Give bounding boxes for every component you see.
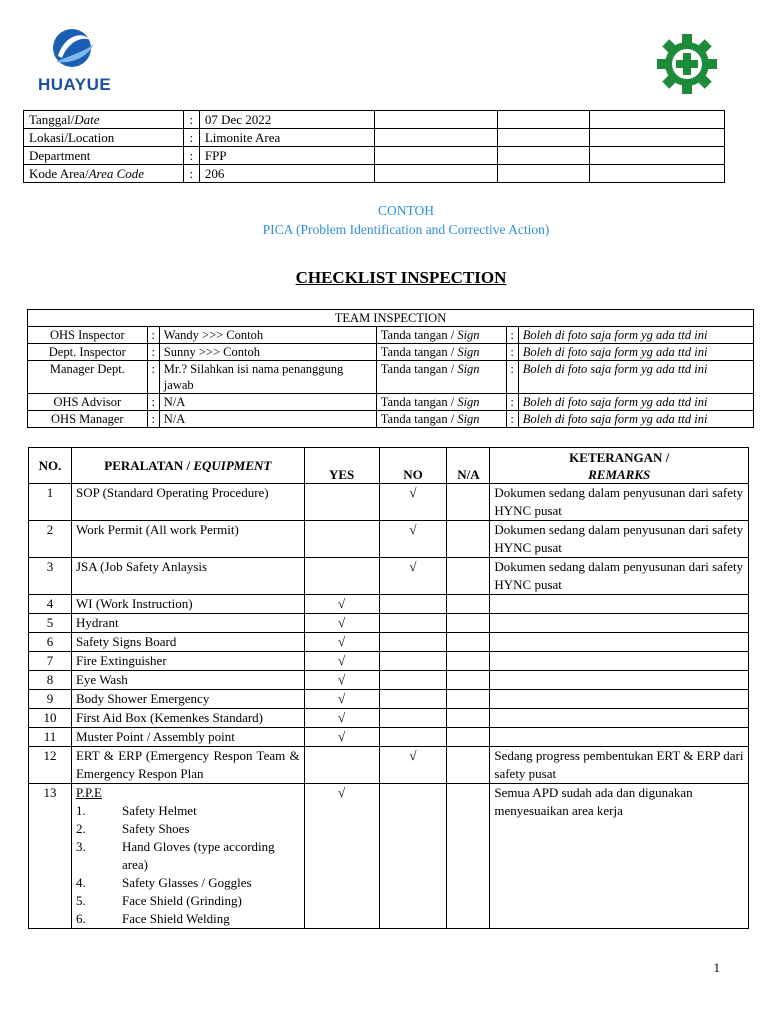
row-item: Safety Signs Board xyxy=(71,633,304,652)
row-yes xyxy=(304,484,379,521)
team-row xyxy=(28,344,754,361)
row-yes xyxy=(304,558,379,595)
row-no-mark xyxy=(379,690,447,709)
table-row xyxy=(29,728,749,747)
table-row xyxy=(29,614,749,633)
row-no-mark xyxy=(379,652,447,671)
sign-label: Tanda tangan / Sign xyxy=(376,411,506,428)
row-no-mark xyxy=(379,671,447,690)
row-na xyxy=(447,784,490,929)
team-role: Manager Dept. xyxy=(28,361,148,394)
table-row-ppe xyxy=(29,784,749,929)
ppe-item: 5. Face Shield (Grinding) xyxy=(75,893,242,908)
ppe-item: 2. Safety Shoes xyxy=(75,821,190,836)
row-item: SOP (Standard Operating Procedure) xyxy=(71,484,304,521)
table-row xyxy=(29,747,749,784)
table-row xyxy=(29,521,749,558)
row-no: 9 xyxy=(29,690,72,709)
row-yes: √ xyxy=(304,595,379,614)
team-role: OHS Inspector xyxy=(28,327,148,344)
team-remark: Boleh di foto saja form yg ada ttd ini xyxy=(518,327,753,344)
info-row-date xyxy=(24,111,725,129)
info-value: FPP xyxy=(199,147,374,165)
row-no: 13 xyxy=(29,784,72,929)
info-value: Limonite Area xyxy=(199,129,374,147)
row-remarks xyxy=(490,595,749,614)
header-yes: YES xyxy=(304,448,379,484)
row-yes: √ xyxy=(304,728,379,747)
row-no-mark: √ xyxy=(379,484,447,521)
row-remarks xyxy=(490,633,749,652)
row-remarks xyxy=(490,652,749,671)
row-na xyxy=(447,671,490,690)
row-no: 8 xyxy=(29,671,72,690)
row-yes: √ xyxy=(304,709,379,728)
huayue-logo-icon xyxy=(38,26,108,72)
row-yes: √ xyxy=(304,652,379,671)
colon: : xyxy=(506,344,518,361)
team-name: N/A xyxy=(159,411,376,428)
row-na xyxy=(447,521,490,558)
row-na xyxy=(447,595,490,614)
row-item: WI (Work Instruction) xyxy=(71,595,304,614)
row-item: Work Permit (All work Permit) xyxy=(71,521,304,558)
row-item: JSA (Job Safety Anlaysis xyxy=(71,558,304,595)
page-number: 1 xyxy=(713,960,720,975)
row-na xyxy=(447,709,490,728)
row-na xyxy=(447,690,490,709)
row-no: 11 xyxy=(29,728,72,747)
checklist-header-row xyxy=(29,448,749,484)
table-row xyxy=(29,558,749,595)
colon: : xyxy=(183,165,199,183)
table-row xyxy=(29,595,749,614)
team-name: Mr.? Silahkan isi nama penanggung jawab xyxy=(159,361,376,394)
team-remark: Boleh di foto saja form yg ada ttd ini xyxy=(518,394,753,411)
row-na xyxy=(447,558,490,595)
colon: : xyxy=(147,394,159,411)
row-no-mark xyxy=(379,709,447,728)
row-remarks: Dokumen sedang dalam penyusunan dari safety HYNC pusat xyxy=(490,521,749,558)
row-no: 3 xyxy=(29,558,72,595)
row-na xyxy=(447,614,490,633)
row-no: 6 xyxy=(29,633,72,652)
team-row xyxy=(28,411,754,428)
team-row xyxy=(28,361,754,394)
sign-label: Tanda tangan / Sign xyxy=(376,361,506,394)
team-row xyxy=(28,327,754,344)
table-row xyxy=(29,652,749,671)
table-row xyxy=(29,484,749,521)
row-yes xyxy=(304,747,379,784)
team-inspection-table xyxy=(27,309,754,428)
colon: : xyxy=(183,129,199,147)
row-remarks: Semua APD sudah ada dan digunakan menyesuaikan area kerja xyxy=(490,784,749,929)
row-na xyxy=(447,747,490,784)
checklist-title: CHECKLIST INSPECTION xyxy=(295,268,507,287)
row-na xyxy=(447,633,490,652)
header-equipment: PERALATAN / EQUIPMENT xyxy=(71,448,304,484)
row-na xyxy=(447,652,490,671)
row-item: Muster Point / Assembly point xyxy=(71,728,304,747)
row-yes: √ xyxy=(304,690,379,709)
row-no: 4 xyxy=(29,595,72,614)
row-item: Body Shower Emergency xyxy=(71,690,304,709)
info-label: Lokasi/Location xyxy=(24,129,184,147)
info-table xyxy=(23,110,725,183)
header-remarks: KETERANGAN / REMARKS xyxy=(490,448,749,484)
colon: : xyxy=(183,111,199,129)
team-title: TEAM INSPECTION xyxy=(28,310,754,327)
team-remark: Boleh di foto saja form yg ada ttd ini xyxy=(518,344,753,361)
row-item-ppe xyxy=(71,784,304,929)
colon: : xyxy=(183,147,199,165)
row-item: Fire Extinguisher xyxy=(71,652,304,671)
row-item: First Aid Box (Kemenkes Standard) xyxy=(71,709,304,728)
row-remarks xyxy=(490,690,749,709)
table-row xyxy=(29,633,749,652)
table-row xyxy=(29,690,749,709)
table-row xyxy=(29,709,749,728)
team-row xyxy=(28,394,754,411)
row-no: 12 xyxy=(29,747,72,784)
ppe-item: 4. Safety Glasses / Goggles xyxy=(75,875,252,890)
row-remarks xyxy=(490,709,749,728)
row-no: 10 xyxy=(29,709,72,728)
row-remarks xyxy=(490,614,749,633)
colon: : xyxy=(147,411,159,428)
sign-label: Tanda tangan / Sign xyxy=(376,327,506,344)
info-value: 206 xyxy=(199,165,374,183)
row-no-mark xyxy=(379,614,447,633)
row-remarks: Sedang progress pembentukan ERT & ERP dari safety pusat xyxy=(490,747,749,784)
ppe-item: 6. Face Shield Welding xyxy=(75,911,230,926)
safety-cross-gear-icon xyxy=(656,33,718,95)
team-role: OHS Advisor xyxy=(28,394,148,411)
safety-gear-logo xyxy=(656,33,718,95)
team-remark: Boleh di foto saja form yg ada ttd ini xyxy=(518,411,753,428)
row-yes xyxy=(304,521,379,558)
info-label: Department xyxy=(24,147,184,165)
huayue-logo-text: HUAYUE xyxy=(38,75,112,94)
row-remarks xyxy=(490,728,749,747)
row-no: 7 xyxy=(29,652,72,671)
row-no-mark: √ xyxy=(379,521,447,558)
row-no-mark xyxy=(379,595,447,614)
team-name: Sunny >>> Contoh xyxy=(159,344,376,361)
row-remarks xyxy=(490,671,749,690)
header-na: N/A xyxy=(447,448,490,484)
colon: : xyxy=(506,411,518,428)
huayue-logo xyxy=(38,26,112,94)
row-yes: √ xyxy=(304,671,379,690)
row-no: 5 xyxy=(29,614,72,633)
info-label: Tanggal/Date xyxy=(24,111,184,129)
team-role: Dept. Inspector xyxy=(28,344,148,361)
row-no-mark xyxy=(379,728,447,747)
row-yes: √ xyxy=(304,633,379,652)
team-role: OHS Manager xyxy=(28,411,148,428)
row-no-mark xyxy=(379,633,447,652)
team-title-row xyxy=(28,310,754,327)
row-yes: √ xyxy=(304,784,379,929)
header-no-col: NO xyxy=(379,448,447,484)
row-no-mark: √ xyxy=(379,558,447,595)
ppe-title: P.P.E xyxy=(75,785,102,800)
row-no: 2 xyxy=(29,521,72,558)
colon: : xyxy=(506,361,518,394)
info-value: 07 Dec 2022 xyxy=(199,111,374,129)
team-remark: Boleh di foto saja form yg ada ttd ini xyxy=(518,361,753,394)
colon: : xyxy=(147,344,159,361)
row-yes: √ xyxy=(304,614,379,633)
ppe-item: 1. Safety Helmet xyxy=(75,803,197,818)
colon: : xyxy=(147,361,159,394)
info-row-location xyxy=(24,129,725,147)
team-name: N/A xyxy=(159,394,376,411)
checklist-table xyxy=(28,447,749,929)
header-no: NO. xyxy=(29,448,72,484)
row-no: 1 xyxy=(29,484,72,521)
team-name: Wandy >>> Contoh xyxy=(159,327,376,344)
sign-label: Tanda tangan / Sign xyxy=(376,344,506,361)
colon: : xyxy=(506,394,518,411)
row-remarks: Dokumen sedang dalam penyusunan dari safety HYNC pusat xyxy=(490,484,749,521)
ppe-item: 3. Hand Gloves (type according area) xyxy=(75,839,275,872)
colon: : xyxy=(147,327,159,344)
pica-label: PICA (Problem Identification and Corrective Action) xyxy=(262,222,550,237)
row-item: Eye Wash xyxy=(71,671,304,690)
row-na xyxy=(447,728,490,747)
info-label: Kode Area/Area Code xyxy=(24,165,184,183)
colon: : xyxy=(506,327,518,344)
info-row-department xyxy=(24,147,725,165)
row-no-mark xyxy=(379,784,447,929)
row-remarks: Dokumen sedang dalam penyusunan dari safety HYNC pusat xyxy=(490,558,749,595)
info-row-area-code xyxy=(24,165,725,183)
table-row xyxy=(29,671,749,690)
row-item: Hydrant xyxy=(71,614,304,633)
sign-label: Tanda tangan / Sign xyxy=(376,394,506,411)
row-na xyxy=(447,484,490,521)
row-no-mark: √ xyxy=(379,747,447,784)
contoh-label: CONTOH xyxy=(377,203,434,218)
row-item: ERT & ERP (Emergency Respon Team & Emergency Respon Plan xyxy=(71,747,304,784)
